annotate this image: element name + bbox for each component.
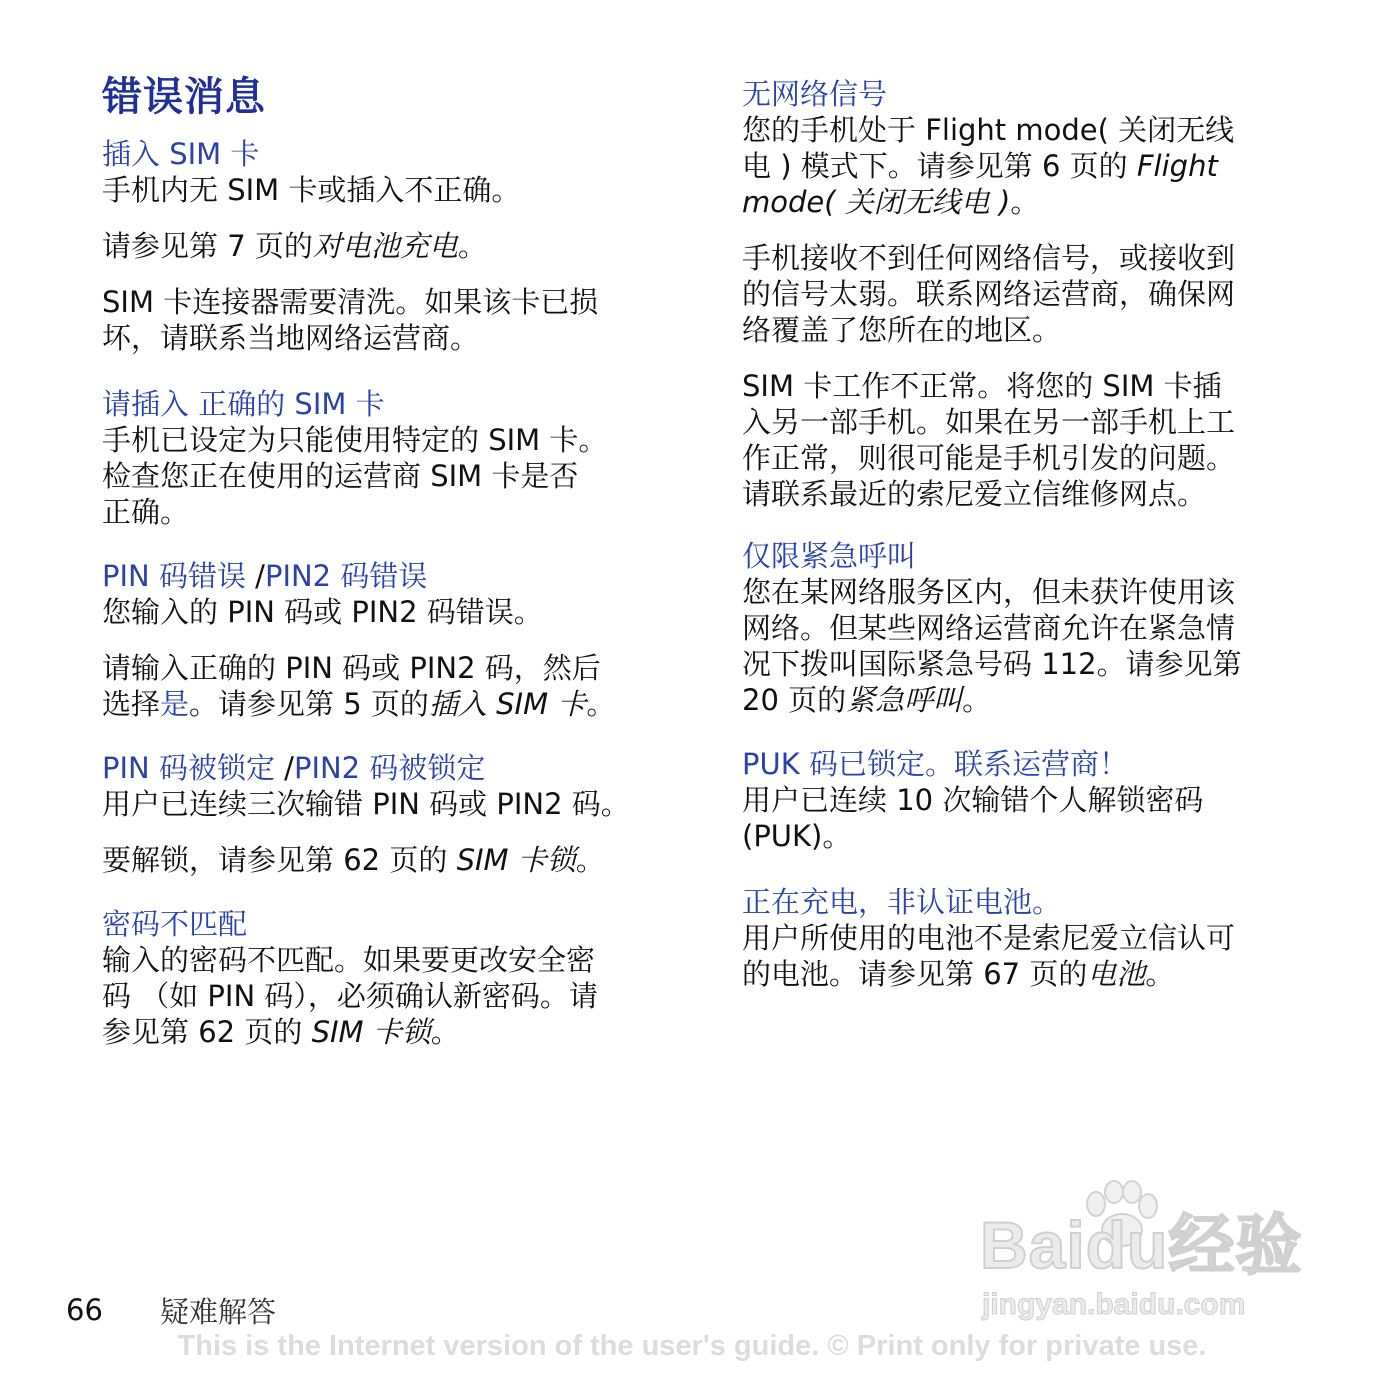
cross-reference: SIM 卡锁 xyxy=(311,1015,431,1049)
page-number: 66 xyxy=(66,1293,103,1327)
cross-reference: 对电池充电 xyxy=(312,229,458,263)
section-heading: 插入 SIM 卡 xyxy=(102,137,260,171)
paragraph: 手机接收不到任何网络信号，或接收到 的信号太弱。联系网络运营商，确保网 络覆盖了您所在的地区。 xyxy=(742,241,1236,347)
section-heading: 无网络信号 xyxy=(742,77,888,111)
baidu-watermark xyxy=(980,1180,1303,1330)
cross-reference: SIM 卡锁 xyxy=(456,843,576,877)
paragraph: SIM 卡连接器需要清洗。如果该卡已损 坏，请联系当地网络运营商。 xyxy=(102,285,599,355)
section-heading: PIN 码被锁定 /PIN2 码被锁定 xyxy=(102,751,486,785)
section-pin-error xyxy=(102,558,662,722)
copyright-note: This is the Internet version of the user's guide. © Print only for private use. xyxy=(177,1330,1207,1362)
chapter-name: 疑难解答 xyxy=(160,1295,277,1329)
section-puk-blocked xyxy=(742,746,1302,854)
section-insert-sim xyxy=(102,136,662,356)
section-heading: 密码不匹配 xyxy=(102,907,248,941)
paragraph: 您的手机处于 Flight mode( 关闭无线 电 ) 模式下。请参见第 6 页的 Flight mode( 关闭无线电 )。 xyxy=(742,113,1235,219)
cross-reference: mode( 关闭无线电 ) xyxy=(742,185,1011,219)
paragraph: 请输入正确的 PIN 码或 PIN2 码，然后 选择是。请参见第 5 页的插入 SIM 卡。 xyxy=(102,651,616,721)
section-heading: PIN 码错误 /PIN2 码错误 xyxy=(102,559,428,593)
paragraph: 您输入的 PIN 码或 PIN2 码错误。 xyxy=(102,595,543,629)
watermark-url: jingyan.baidu.com xyxy=(982,1288,1246,1321)
paragraph: 用户已连续 10 次输错个人解锁密码 (PUK)。 xyxy=(742,783,1204,853)
section-heading: PUK 码已锁定。联系运营商！ xyxy=(742,747,1128,781)
section-code-mismatch xyxy=(102,906,662,1050)
paragraph: 要解锁，请参见第 62 页的 SIM 卡锁。 xyxy=(102,843,605,877)
paragraph: 手机内无 SIM 卡或插入不正确。 xyxy=(102,173,521,207)
section-heading: 仅限紧急呼叫 xyxy=(742,539,917,573)
page-title: 错误消息 xyxy=(102,74,266,120)
section-heading: 正在充电，非认证电池。 xyxy=(742,885,1062,919)
section-pin-locked xyxy=(102,750,662,878)
paragraph: 您在某网络服务区内，但未获许使用该 网络。但某些网络运营商允许在紧急情 况下拨叫国际紧急号码 112。请参见第 20 页的紧急呼叫。 xyxy=(742,575,1242,717)
paragraph: 请参见第 7 页的对电池充电。 xyxy=(102,229,487,263)
paragraph: 手机已设定为只能使用特定的 SIM 卡。 检查您正在使用的运营商 SIM 卡是否 正确。 xyxy=(102,423,608,529)
section-no-network xyxy=(742,76,1302,512)
section-heading: 请插入 正确的 SIM 卡 xyxy=(102,387,385,421)
cross-reference: Flight xyxy=(1136,149,1218,183)
cross-reference: 紧急呼叫 xyxy=(846,683,963,717)
section-insert-correct-sim xyxy=(102,386,662,530)
paragraph: 输入的密码不匹配。如果要更改安全密 码 （如 PIN 码），必须确认新密码。请 参见第 62 页的 SIM 卡锁。 xyxy=(102,943,598,1049)
section-non-approved-battery xyxy=(742,884,1302,992)
paragraph: 用户已连续三次输错 PIN 码或 PIN2 码。 xyxy=(102,787,630,821)
paragraph: SIM 卡工作不正常。将您的 SIM 卡插 入另一部手机。如果在另一部手机上工 作正常，则很可能是手机引发的问题。 请联系最近的索尼爱立信维修网点。 xyxy=(742,369,1236,511)
paragraph: 用户所使用的电池不是索尼爱立信认可 的电池。请参见第 67 页的电池。 xyxy=(742,921,1236,991)
cross-reference: 插入 SIM 卡 xyxy=(428,687,587,721)
cross-reference: 电池 xyxy=(1087,957,1146,991)
watermark-brand: Baidu经验 xyxy=(980,1208,1303,1282)
menu-option-yes: 是 xyxy=(160,687,190,721)
section-emergency-only xyxy=(742,538,1302,718)
